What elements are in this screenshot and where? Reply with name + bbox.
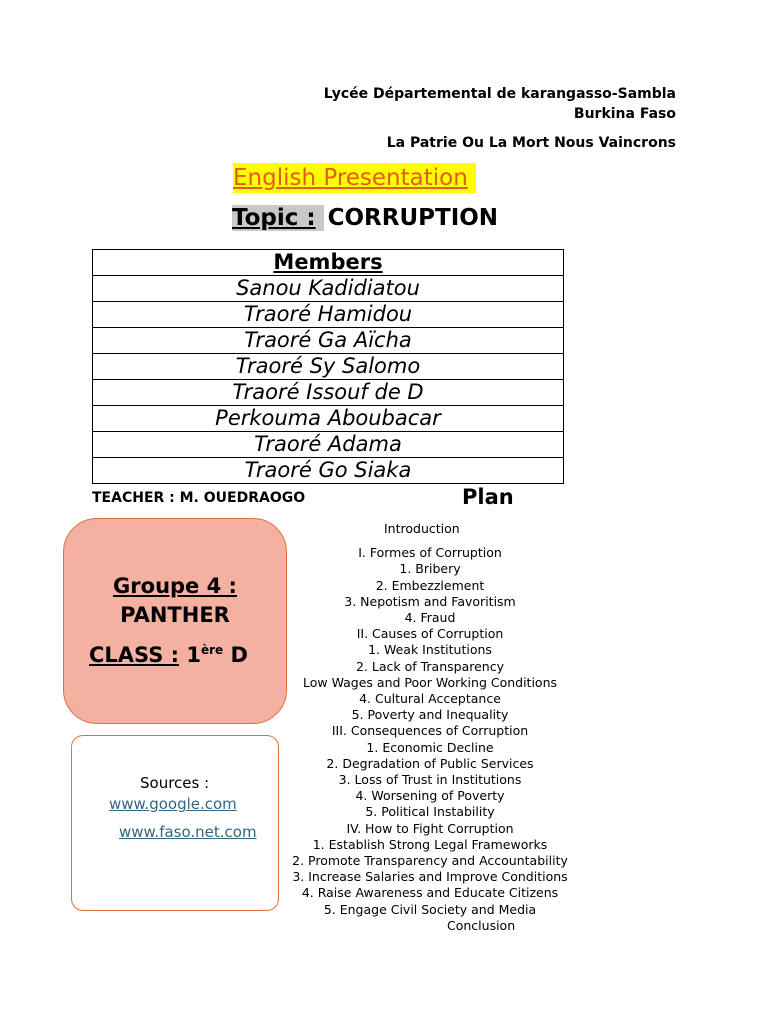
school-name: Lycée Départemental de karangasso-Sambla	[323, 86, 676, 102]
plan-item: Low Wages and Poor Working Conditions	[302, 674, 558, 690]
members-table	[92, 249, 564, 484]
group-team: PANTHER	[120, 603, 230, 627]
member-name: Sanou Kadidiatou	[93, 276, 564, 302]
source-link-faso[interactable]: www.faso.net.com	[119, 823, 257, 841]
plan-item: 5. Poverty and Inequality	[351, 707, 509, 723]
members-header: Members	[93, 250, 564, 276]
source-link-google[interactable]: www.google.com	[109, 795, 237, 813]
plan-item: 3. Loss of Trust in Institutions	[338, 772, 522, 787]
plan-title: Plan	[462, 485, 514, 509]
plan-item: II. Causes of Corruption	[356, 626, 504, 642]
plan-item: 4. Cultural Acceptance	[359, 691, 501, 706]
plan-item: 1. Bribery	[399, 561, 461, 577]
plan-item: 2. Embezzlement	[375, 577, 485, 593]
topic-value: CORRUPTION	[327, 205, 499, 231]
class-suffix: D	[223, 643, 248, 667]
sources-label: Sources :	[140, 774, 210, 792]
teacher-name: TEACHER : M. OUEDRAOGO	[92, 490, 306, 506]
member-name: Traoré Hamidou	[93, 302, 564, 328]
plan-item: IV. How to Fight Corruption	[346, 820, 514, 836]
plan-item: 3. Increase Salaries and Improve Conditions	[292, 869, 568, 885]
member-name: Traoré Ga Aïcha	[93, 328, 564, 354]
plan-item: 1. Weak Institutions	[368, 642, 492, 658]
plan-conclusion: Conclusion	[447, 917, 516, 933]
plan-item: I. Formes of Corruption	[358, 545, 502, 561]
plan-item: III. Consequences of Corruption	[331, 723, 529, 739]
member-name: Traoré Sy Salomo	[93, 354, 564, 380]
class-superscript: ère	[201, 643, 224, 657]
member-name: Perkouma Aboubacar	[93, 406, 564, 432]
plan-item: 3. Nepotism and Favoritism	[344, 593, 516, 609]
group-name: Groupe 4 :	[113, 574, 237, 598]
member-name: Traoré Go Siaka	[93, 458, 564, 484]
plan-item: 2. Degradation of Public Services	[326, 755, 534, 771]
plan-item: 4. Fraud	[404, 610, 456, 625]
topic-label: Topic :	[232, 205, 324, 231]
class-label: CLASS :	[89, 643, 180, 667]
member-name: Traoré Issouf de D	[93, 380, 564, 406]
plan-item: 2. Promote Transparency and Accountability	[292, 853, 568, 868]
member-name: Traoré Adama	[93, 432, 564, 458]
plan-item: 4. Worsening of Poverty	[355, 788, 505, 804]
plan-item: 1. Economic Decline	[366, 739, 494, 755]
plan-item: 4. Raise Awareness and Educate Citizens	[301, 885, 559, 901]
group-box	[63, 518, 287, 724]
class-value: 1	[186, 643, 201, 667]
plan-item: 2. Lack of Transparency	[355, 658, 505, 674]
sources-box	[71, 735, 279, 911]
topic-line	[232, 205, 498, 231]
presentation-title: English Presentation	[233, 163, 476, 193]
national-motto: La Patrie Ou La Mort Nous Vaincrons	[386, 135, 676, 151]
class-line	[89, 643, 248, 667]
country-name: Burkina Faso	[573, 106, 676, 122]
plan-introduction: Introduction	[384, 521, 460, 536]
plan-item: 5. Engage Civil Society and Media	[323, 901, 537, 917]
plan-item: 1. Establish Strong Legal Frameworks	[312, 836, 548, 852]
plan-item: 5. Political Instability	[365, 804, 495, 820]
